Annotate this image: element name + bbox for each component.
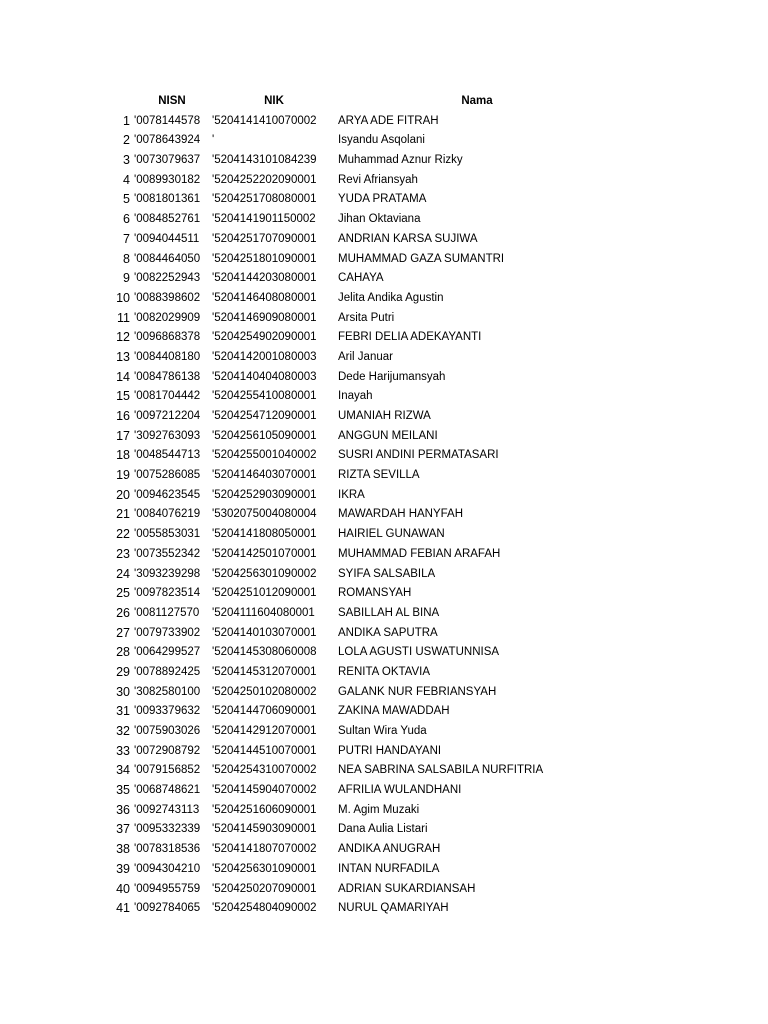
nik-cell: ' <box>212 134 215 147</box>
nik-cell: '5204145308060008 <box>212 646 317 659</box>
row-number: 6 <box>123 212 130 227</box>
table-row <box>0 663 768 683</box>
nama-cell: AFRILIA WULANDHANI <box>338 784 462 797</box>
nik-cell: '5204250102080002 <box>212 685 317 698</box>
nama-cell: NEA SABRINA SALSABILA NURFITRIA <box>338 764 544 777</box>
row-number: 23 <box>116 546 130 561</box>
nisn-cell: '0072908792 <box>134 744 201 757</box>
table-row <box>0 486 768 506</box>
nama-cell: Dede Harijumansyah <box>338 370 446 383</box>
nama-cell: MUHAMMAD FEBIAN ARAFAH <box>338 547 501 560</box>
table-row <box>0 683 768 703</box>
nisn-cell: '0078318536 <box>134 843 201 856</box>
row-number: 22 <box>116 527 130 542</box>
nisn-cell: '0094304210 <box>134 862 201 875</box>
nik-cell: '5204144706090001 <box>212 705 317 718</box>
row-number: 39 <box>116 861 130 876</box>
nama-cell: INTAN NURFADILA <box>338 862 440 875</box>
table-row <box>0 407 768 427</box>
table-row <box>0 131 768 151</box>
nisn-cell: '0081704442 <box>134 390 201 403</box>
row-number: 15 <box>116 389 130 404</box>
table-row <box>0 112 768 132</box>
nik-cell: '5204256105090001 <box>212 429 317 442</box>
nik-cell: '5302075004080004 <box>212 508 317 521</box>
table-row <box>0 446 768 466</box>
row-number: 27 <box>116 625 130 640</box>
table-row <box>0 328 768 348</box>
table-row <box>0 289 768 309</box>
row-number: 1 <box>123 113 130 128</box>
nik-cell: '5204255410080001 <box>212 390 317 403</box>
row-number: 5 <box>123 192 130 207</box>
row-number: 12 <box>116 330 130 345</box>
nik-cell: '5204144510070001 <box>212 744 317 757</box>
nisn-cell: '0097823514 <box>134 587 201 600</box>
nik-cell: '5204255001040002 <box>212 449 317 462</box>
row-number: 11 <box>117 310 130 325</box>
table-row <box>0 584 768 604</box>
table-row <box>0 761 768 781</box>
table-row <box>0 820 768 840</box>
nama-cell: ANDIKA ANUGRAH <box>338 843 441 856</box>
nisn-cell: '0097212204 <box>134 410 201 422</box>
nama-cell: UMANIAH RIZWA <box>338 410 431 422</box>
table-row <box>0 250 768 270</box>
student-table <box>0 92 768 919</box>
table-row <box>0 368 768 388</box>
nama-cell: PUTRI HANDAYANI <box>338 744 442 757</box>
row-number: 37 <box>116 822 130 837</box>
nisn-cell: '0079156852 <box>134 764 201 777</box>
table-row <box>0 781 768 801</box>
nisn-cell: '0078144578 <box>134 114 201 127</box>
row-number: 4 <box>123 172 130 187</box>
row-number: 34 <box>116 763 130 778</box>
nama-cell: MUHAMMAD GAZA SUMANTRI <box>338 252 505 265</box>
row-number: 7 <box>123 231 130 246</box>
table-row <box>0 545 768 565</box>
row-number: 28 <box>116 645 130 660</box>
nik-cell: '5204145903090001 <box>212 823 317 836</box>
nama-cell: SUSRI ANDINI PERMATASARI <box>338 449 499 462</box>
nisn-cell: '0068748621 <box>134 784 201 797</box>
nisn-cell: '3093239298 <box>134 567 201 580</box>
nama-cell: Aril Januar <box>338 350 393 363</box>
nama-cell: ADRIAN SUKARDIANSAH <box>338 882 476 895</box>
nisn-cell: '0084464050 <box>134 252 201 265</box>
nama-cell: YUDA PRATAMA <box>338 193 427 206</box>
nik-cell: '5204142912070001 <box>212 725 317 737</box>
nama-cell: GALANK NUR FEBRIANSYAH <box>338 685 497 698</box>
nisn-cell: '0073079637 <box>134 154 201 167</box>
nisn-cell: '0092743113 <box>134 803 200 816</box>
nama-cell: Jihan Oktaviana <box>338 213 421 226</box>
nama-cell: ANDIKA SAPUTRA <box>338 626 438 639</box>
nik-cell: '5204256301090001 <box>212 862 317 875</box>
nama-cell: SABILLAH AL BINA <box>338 606 440 619</box>
row-number: 24 <box>116 566 130 581</box>
nama-cell: Jelita Andika Agustin <box>338 291 444 304</box>
nama-cell: ARYA ADE FITRAH <box>338 114 439 127</box>
table-row <box>0 269 768 289</box>
table-row <box>0 309 768 329</box>
row-number: 3 <box>123 153 130 168</box>
nama-cell: HAIRIEL GUNAWAN <box>338 528 445 541</box>
row-number: 33 <box>116 743 130 758</box>
header-nik: NIK <box>264 95 284 107</box>
nik-cell: '5204111604080001 <box>212 606 315 619</box>
nisn-cell: '0064299527 <box>134 646 201 659</box>
nik-cell: '5204141901150002 <box>212 213 316 226</box>
nisn-cell: '3082580100 <box>134 685 201 698</box>
table-row <box>0 742 768 762</box>
nisn-cell: '0095332339 <box>134 823 201 836</box>
nik-cell: '5204251606090001 <box>212 803 317 816</box>
table-row <box>0 151 768 171</box>
nik-cell: '5204254902090001 <box>212 331 317 344</box>
row-number: 40 <box>116 881 130 896</box>
nik-cell: '5204144203080001 <box>212 272 317 285</box>
nik-cell: '5204145312070001 <box>212 665 317 678</box>
table-row <box>0 210 768 230</box>
nik-cell: '5204251012090001 <box>212 587 317 600</box>
row-number: 10 <box>116 290 130 305</box>
table-row <box>0 801 768 821</box>
nisn-cell: '0048544713 <box>134 449 201 462</box>
nik-cell: '5204146909080001 <box>212 311 317 324</box>
nisn-cell: '0089930182 <box>134 173 201 186</box>
nisn-cell: '0075903026 <box>134 725 201 737</box>
nisn-cell: '0084076219 <box>134 508 201 521</box>
nama-cell: Dana Aulia Listari <box>338 823 428 836</box>
nisn-cell: '3092763093 <box>134 429 201 442</box>
row-number: 19 <box>116 468 130 483</box>
nama-cell: Muhammad Aznur Rizky <box>338 154 463 167</box>
nik-cell: '5204251708080001 <box>212 193 317 206</box>
row-number: 41 <box>116 901 130 916</box>
row-number: 29 <box>116 664 130 679</box>
nisn-cell: '0082252943 <box>134 272 201 285</box>
nisn-cell: '0079733902 <box>134 626 201 639</box>
row-number: 32 <box>116 724 130 738</box>
row-number: 9 <box>123 271 130 286</box>
header-nisn: NISN <box>158 95 186 107</box>
table-row <box>0 604 768 624</box>
nisn-cell: '0096868378 <box>134 331 201 344</box>
nisn-cell: '0084408180 <box>134 350 201 363</box>
nisn-cell: '0094623545 <box>134 488 201 501</box>
nik-cell: '5204251707090001 <box>212 232 317 245</box>
table-row <box>0 899 768 919</box>
row-number: 2 <box>123 133 130 148</box>
nik-cell: '5204254804090002 <box>212 902 317 915</box>
row-number: 30 <box>116 684 130 699</box>
row-number: 20 <box>116 487 130 502</box>
nama-cell: M. Agim Muzaki <box>338 803 420 816</box>
nisn-cell: '0081127570 <box>134 606 200 619</box>
nisn-cell: '0093379632 <box>134 705 201 718</box>
nama-cell: RENITA OKTAVIA <box>338 665 431 678</box>
row-number: 21 <box>116 507 130 522</box>
nama-cell: CAHAYA <box>338 272 384 285</box>
nik-cell: '5204146408080001 <box>212 291 317 304</box>
nama-cell: Inayah <box>338 390 373 403</box>
nik-cell: '5204254310070002 <box>212 764 317 777</box>
row-number: 16 <box>116 409 130 423</box>
nik-cell: '5204146403070001 <box>212 469 317 482</box>
table-row <box>0 427 768 447</box>
nik-cell: '5204252903090001 <box>212 488 317 501</box>
table-row <box>0 880 768 900</box>
nama-cell: SYIFA SALSABILA <box>338 567 436 580</box>
row-number: 26 <box>116 605 130 620</box>
nisn-cell: '0082029909 <box>134 311 201 324</box>
nama-cell: Revi Afriansyah <box>338 173 418 186</box>
row-number: 18 <box>116 448 130 463</box>
nik-cell: '5204252202090001 <box>212 173 317 186</box>
nisn-cell: '0073552342 <box>134 547 201 560</box>
table-body <box>0 112 768 919</box>
nama-cell: ANDRIAN KARSA SUJIWA <box>338 232 478 245</box>
table-row <box>0 722 768 742</box>
nisn-cell: '0078643924 <box>134 134 201 147</box>
table-row <box>0 348 768 368</box>
nama-cell: IKRA <box>338 488 365 501</box>
table-row <box>0 565 768 585</box>
row-number: 31 <box>116 704 130 719</box>
table-row <box>0 505 768 525</box>
nik-cell: '5204254712090001 <box>212 410 317 422</box>
table-row <box>0 702 768 722</box>
nik-cell: '5204145904070002 <box>212 784 317 797</box>
nisn-cell: '0075286085 <box>134 469 201 482</box>
row-number: 14 <box>116 369 130 384</box>
table-row <box>0 525 768 545</box>
header-nama: Nama <box>461 95 493 107</box>
nama-cell: MAWARDAH HANYFAH <box>338 508 464 521</box>
nik-cell: '5204142501070001 <box>212 547 317 560</box>
table-row <box>0 860 768 880</box>
nik-cell: '5204142001080003 <box>212 350 317 363</box>
nama-cell: FEBRI DELIA ADEKAYANTI <box>338 331 482 344</box>
nisn-cell: '0092784065 <box>134 902 201 915</box>
nik-cell: '5204250207090001 <box>212 882 317 895</box>
table-row <box>0 840 768 860</box>
row-number: 13 <box>116 349 130 364</box>
table-row <box>0 171 768 191</box>
nisn-cell: '0094955759 <box>134 882 201 895</box>
nisn-cell: '0088398602 <box>134 291 201 304</box>
table-row <box>0 643 768 663</box>
nik-cell: '5204140404080003 <box>212 370 317 383</box>
table-row <box>0 230 768 250</box>
nik-cell: '5204251801090001 <box>212 252 317 265</box>
row-number: 8 <box>123 251 130 266</box>
nisn-cell: '0055853031 <box>134 528 201 541</box>
nik-cell: '5204256301090002 <box>212 567 317 580</box>
nisn-cell: '0078892425 <box>134 665 201 678</box>
nisn-cell: '0084786138 <box>134 370 201 383</box>
row-number: 17 <box>116 428 130 443</box>
table-row <box>0 190 768 210</box>
nisn-cell: '0084852761 <box>134 213 201 226</box>
nik-cell: '5204143101084239 <box>212 154 317 167</box>
nama-cell: Isyandu Asqolani <box>338 134 425 147</box>
nama-cell: Sultan Wira Yuda <box>338 725 427 737</box>
nisn-cell: '0081801361 <box>134 193 201 206</box>
nik-cell: '5204140103070001 <box>212 626 317 639</box>
nama-cell: NURUL QAMARIYAH <box>338 902 449 915</box>
table-row <box>0 466 768 486</box>
row-number: 36 <box>116 802 130 817</box>
nik-cell: '5204141410070002 <box>212 114 317 127</box>
nama-cell: RIZTA SEVILLA <box>338 469 420 482</box>
table-row <box>0 624 768 644</box>
nama-cell: LOLA AGUSTI USWATUNNISA <box>338 646 500 659</box>
nik-cell: '5204141807070002 <box>212 843 317 856</box>
row-number: 35 <box>116 783 130 798</box>
nama-cell: Arsita Putri <box>338 311 395 324</box>
nama-cell: ANGGUN MEILANI <box>338 429 438 442</box>
row-number: 38 <box>116 842 130 857</box>
table-row <box>0 387 768 407</box>
table-header-row <box>0 92 768 112</box>
nik-cell: '5204141808050001 <box>212 528 317 541</box>
nisn-cell: '0094044511 <box>134 232 200 245</box>
row-number: 25 <box>116 586 130 601</box>
nama-cell: ROMANSYAH <box>338 587 412 600</box>
nama-cell: ZAKINA MAWADDAH <box>338 705 450 718</box>
